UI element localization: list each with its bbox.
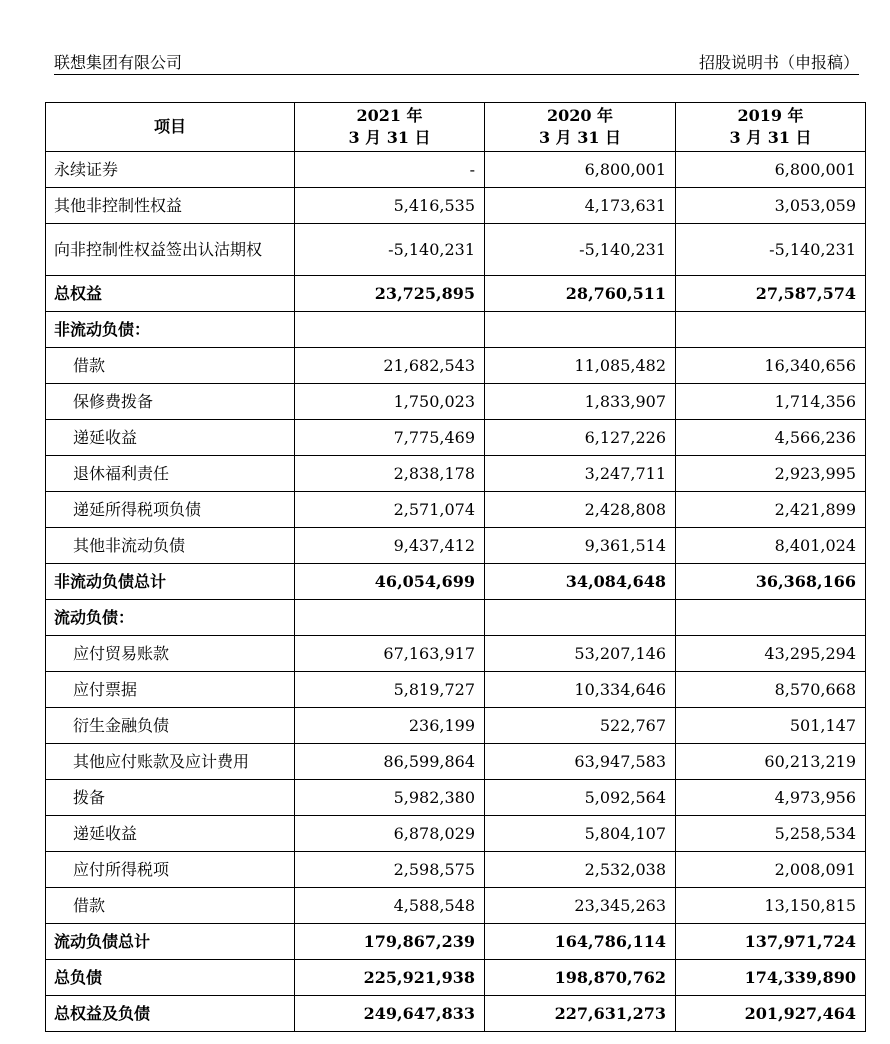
row-label: 非流动负债总计 xyxy=(46,564,295,600)
column-header-date: 3 月 31 日 xyxy=(729,128,812,147)
table-row xyxy=(46,188,866,224)
value-2020 xyxy=(485,312,676,348)
table-row xyxy=(46,672,866,708)
row-label: 向非控制性权益签出认沽期权 xyxy=(46,224,295,276)
table-row xyxy=(46,816,866,852)
value-2021: 179,867,239 xyxy=(295,924,485,960)
value-2021: 5,982,380 xyxy=(295,780,485,816)
row-label: 应付票据 xyxy=(46,672,295,708)
value-2020: 4,173,631 xyxy=(485,188,676,224)
company-name: 联想集团有限公司 xyxy=(54,53,183,72)
row-label: 流动负债总计 xyxy=(46,924,295,960)
row-label: 总负债 xyxy=(46,960,295,996)
row-label: 永续证券 xyxy=(46,152,295,188)
section-label: 流动负债： xyxy=(46,600,295,636)
row-label: 拨备 xyxy=(46,780,295,816)
total-row xyxy=(46,960,866,996)
table-row xyxy=(46,852,866,888)
value-2019: 201,927,464 xyxy=(676,996,866,1032)
row-label: 衍生金融负债 xyxy=(46,708,295,744)
table-row xyxy=(46,456,866,492)
value-2020: 34,084,648 xyxy=(485,564,676,600)
table-row xyxy=(46,492,866,528)
value-2021: 5,416,535 xyxy=(295,188,485,224)
value-2021 xyxy=(295,312,485,348)
value-2019: 6,800,001 xyxy=(676,152,866,188)
table-row xyxy=(46,708,866,744)
row-label: 借款 xyxy=(46,348,295,384)
value-2021: 23,725,895 xyxy=(295,276,485,312)
value-2019 xyxy=(676,600,866,636)
value-2021: 2,838,178 xyxy=(295,456,485,492)
row-label: 其他非控制性权益 xyxy=(46,188,295,224)
row-label: 借款 xyxy=(46,888,295,924)
table-row xyxy=(46,384,866,420)
financial-table xyxy=(45,102,866,1032)
row-label: 递延所得税项负债 xyxy=(46,492,295,528)
value-2021: 2,571,074 xyxy=(295,492,485,528)
value-2019: 5,258,534 xyxy=(676,816,866,852)
value-2021: 5,819,727 xyxy=(295,672,485,708)
value-2020: 9,361,514 xyxy=(485,528,676,564)
value-2020: 198,870,762 xyxy=(485,960,676,996)
value-2020: 1,833,907 xyxy=(485,384,676,420)
value-2021: 236,199 xyxy=(295,708,485,744)
value-2020: 227,631,273 xyxy=(485,996,676,1032)
value-2020: 5,804,107 xyxy=(485,816,676,852)
value-2020: -5,140,231 xyxy=(485,224,676,276)
total-row xyxy=(46,276,866,312)
value-2019: 4,973,956 xyxy=(676,780,866,816)
value-2019: 3,053,059 xyxy=(676,188,866,224)
column-header-year: 2021 年 xyxy=(356,106,423,125)
value-2019: 2,008,091 xyxy=(676,852,866,888)
value-2019: 8,401,024 xyxy=(676,528,866,564)
table-row xyxy=(46,780,866,816)
value-2019: -5,140,231 xyxy=(676,224,866,276)
value-2021: 249,647,833 xyxy=(295,996,485,1032)
table-header-row xyxy=(46,103,866,152)
value-2019: 2,923,995 xyxy=(676,456,866,492)
value-2020: 6,127,226 xyxy=(485,420,676,456)
value-2021 xyxy=(295,600,485,636)
row-label: 递延收益 xyxy=(46,420,295,456)
column-header-year: 2019 年 xyxy=(737,106,804,125)
value-2019: 1,714,356 xyxy=(676,384,866,420)
column-header-date: 3 月 31 日 xyxy=(538,128,622,147)
section-header-row xyxy=(46,312,866,348)
table-row xyxy=(46,224,866,276)
total-row xyxy=(46,924,866,960)
page-header xyxy=(54,50,859,72)
value-2021: 9,437,412 xyxy=(295,528,485,564)
value-2020: 164,786,114 xyxy=(485,924,676,960)
row-label: 递延收益 xyxy=(46,816,295,852)
value-2019: 16,340,656 xyxy=(676,348,866,384)
value-2019: 60,213,219 xyxy=(676,744,866,780)
value-2020: 3,247,711 xyxy=(485,456,676,492)
column-header-text: 项目 xyxy=(153,117,186,136)
value-2020: 5,092,564 xyxy=(485,780,676,816)
value-2021: 67,163,917 xyxy=(295,636,485,672)
value-2020: 11,085,482 xyxy=(485,348,676,384)
value-2021: 4,588,548 xyxy=(295,888,485,924)
value-2019: 13,150,815 xyxy=(676,888,866,924)
value-2019: 2,421,899 xyxy=(676,492,866,528)
value-2021: 86,599,864 xyxy=(295,744,485,780)
document-title: 招股说明书（申报稿） xyxy=(698,53,859,72)
value-2020: 2,532,038 xyxy=(485,852,676,888)
row-label: 总权益及负债 xyxy=(46,996,295,1032)
value-2020: 28,760,511 xyxy=(485,276,676,312)
value-2019 xyxy=(676,312,866,348)
column-header-year: 2020 年 xyxy=(546,106,614,125)
value-2021: 7,775,469 xyxy=(295,420,485,456)
value-2020: 53,207,146 xyxy=(485,636,676,672)
value-2020: 63,947,583 xyxy=(485,744,676,780)
column-header-2021 xyxy=(295,103,485,152)
value-2020: 23,345,263 xyxy=(485,888,676,924)
value-2021: 6,878,029 xyxy=(295,816,485,852)
value-2021: 21,682,543 xyxy=(295,348,485,384)
value-2020: 2,428,808 xyxy=(485,492,676,528)
value-2021: 2,598,575 xyxy=(295,852,485,888)
table-row xyxy=(46,888,866,924)
value-2020: 522,767 xyxy=(485,708,676,744)
row-label: 应付贸易账款 xyxy=(46,636,295,672)
column-header-2020 xyxy=(485,103,676,152)
table-row xyxy=(46,420,866,456)
table-row xyxy=(46,528,866,564)
row-label: 总权益 xyxy=(46,276,295,312)
value-2021: 1,750,023 xyxy=(295,384,485,420)
value-2021: 225,921,938 xyxy=(295,960,485,996)
column-header-date: 3 月 31 日 xyxy=(348,128,431,147)
value-2021: -5,140,231 xyxy=(295,224,485,276)
table-row xyxy=(46,744,866,780)
table-row xyxy=(46,152,866,188)
row-label: 保修费拨备 xyxy=(46,384,295,420)
value-2019: 4,566,236 xyxy=(676,420,866,456)
header-rule xyxy=(54,74,859,75)
value-2019: 43,295,294 xyxy=(676,636,866,672)
value-2020: 6,800,001 xyxy=(485,152,676,188)
value-2020: 10,334,646 xyxy=(485,672,676,708)
total-row xyxy=(46,996,866,1032)
section-label: 非流动负债： xyxy=(46,312,295,348)
column-header-item xyxy=(46,103,295,152)
table-row xyxy=(46,348,866,384)
row-label: 其他应付账款及应计费用 xyxy=(46,744,295,780)
value-2019: 174,339,890 xyxy=(676,960,866,996)
row-label: 应付所得税项 xyxy=(46,852,295,888)
row-label: 退休福利责任 xyxy=(46,456,295,492)
value-2019: 27,587,574 xyxy=(676,276,866,312)
value-2019: 8,570,668 xyxy=(676,672,866,708)
column-header-2019 xyxy=(676,103,866,152)
value-2019: 501,147 xyxy=(676,708,866,744)
row-label: 其他非流动负债 xyxy=(46,528,295,564)
value-2020 xyxy=(485,600,676,636)
table-row xyxy=(46,636,866,672)
section-header-row xyxy=(46,600,866,636)
value-2021: 46,054,699 xyxy=(295,564,485,600)
value-2019: 36,368,166 xyxy=(676,564,866,600)
value-2019: 137,971,724 xyxy=(676,924,866,960)
total-row xyxy=(46,564,866,600)
value-2021: - xyxy=(295,152,485,188)
